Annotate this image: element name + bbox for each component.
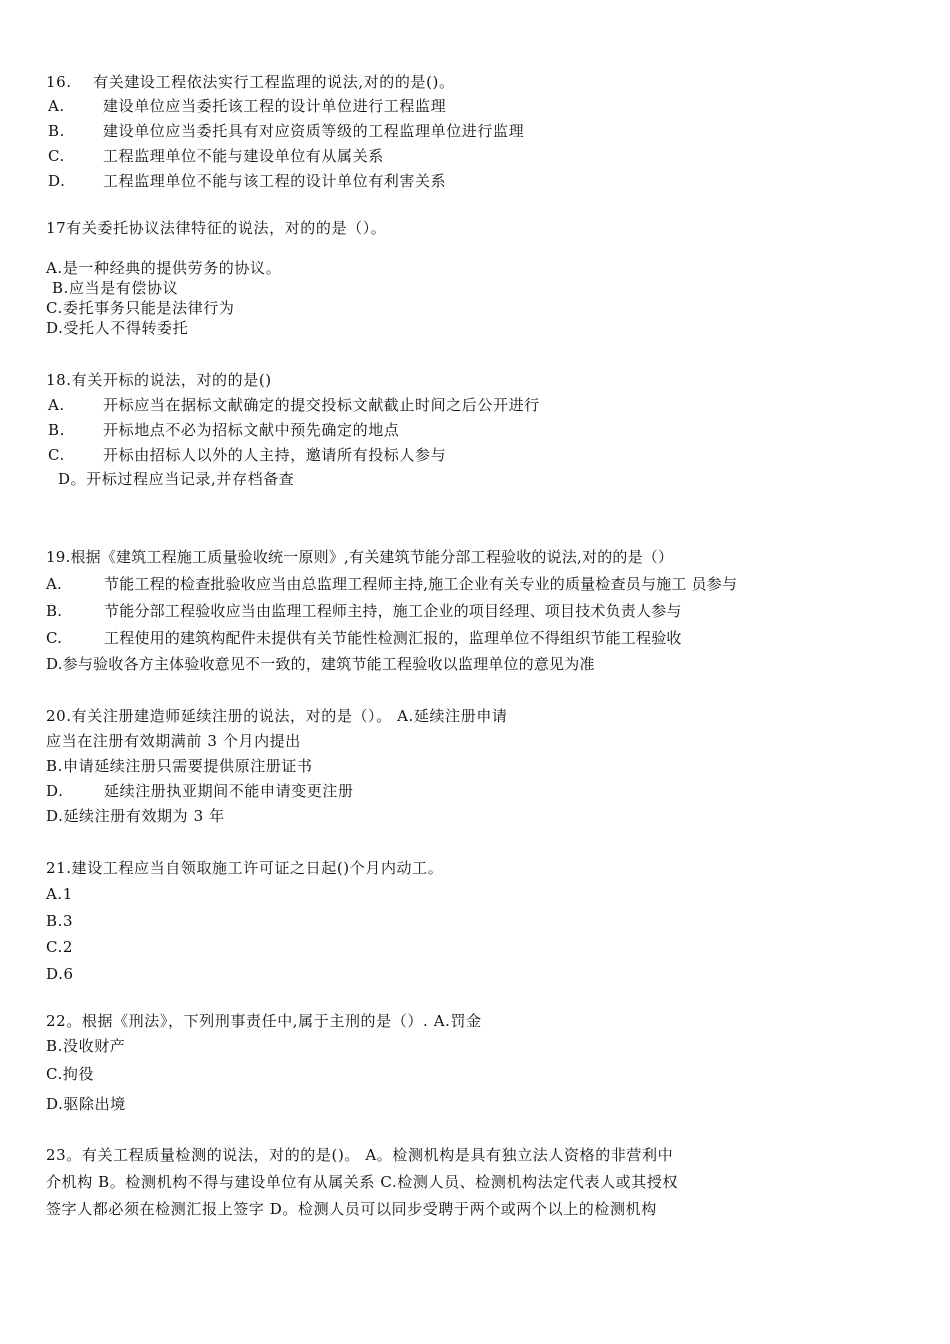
question-16-stem: 16. 有关建设工程依法实行工程监理的说法,对的的是()。 <box>46 73 455 91</box>
option-label: B. <box>48 122 65 140</box>
question-16-option-c <box>48 146 384 166</box>
option-text: 建设单位应当委托具有对应资质等级的工程监理单位进行监理 <box>103 122 525 140</box>
question-19-option-c <box>46 628 682 648</box>
question-21-option-b: B.3 <box>46 912 74 930</box>
question-18-option-c <box>48 445 446 465</box>
option-text: 工程监理单位不能与建设单位有从属关系 <box>103 147 384 165</box>
question-17-option-c: C.委托事务只能是法律行为 <box>46 299 235 317</box>
question-16-option-d <box>48 171 446 191</box>
option-label: C. <box>48 446 65 464</box>
option-text: 开标由招标人以外的人主持，邀请所有投标人参与 <box>103 446 447 464</box>
option-text: 建设单位应当委托该工程的设计单位进行工程监理 <box>103 97 447 115</box>
question-17-option-d: D.受托人不得转委托 <box>46 319 189 337</box>
question-22-stem: 22。根据《刑法》，下列刑事责任中,属于主刑的是（）. A.罚金 <box>46 1012 482 1030</box>
option-label: A. <box>48 396 65 414</box>
option-label: D. <box>46 782 64 800</box>
question-22-option-b: B.没收财产 <box>46 1037 126 1055</box>
question-23-line-3: 签字人都必须在检测汇报上签字 D。检测人员可以同步受聘于两个或两个以上的检测机构 <box>46 1200 657 1218</box>
question-21-option-d: D.6 <box>46 965 74 983</box>
question-20-option-d-first <box>46 781 354 801</box>
question-20-option-d: D.延续注册有效期为 3 年 <box>46 807 225 825</box>
question-20-stem-continued: 应当在注册有效期满前 3 个月内提出 <box>46 732 301 750</box>
question-22-option-d: D.驱除出境 <box>46 1095 126 1113</box>
question-17-option-b: B.应当是有偿协议 <box>52 279 179 297</box>
option-label: B. <box>46 602 63 620</box>
option-text: 开标地点不必为招标文献中预先确定的地点 <box>103 421 400 439</box>
question-18-option-b <box>48 420 399 440</box>
question-19-stem: 19.根据《建筑工程施工质量验收统一原则》,有关建筑节能分部工程验收的说法,对的的是（） <box>46 548 674 566</box>
option-label: A. <box>48 97 65 115</box>
question-19-option-d: D.参与验收各方主体验收意见不一致的，建筑节能工程验收以监理单位的意见为准 <box>46 655 595 673</box>
question-18-stem: 18.有关开标的说法，对的的是() <box>46 371 272 389</box>
option-text: 节能工程的检查批验收应当由总监理工程师主持,施工企业有关专业的质量检查员与施工 员参与 <box>104 575 738 593</box>
question-17-stem: 17有关委托协议法律特征的说法，对的的是（）。 <box>46 219 387 237</box>
question-18-option-d: D。开标过程应当记录,并存档备查 <box>58 470 295 488</box>
option-text: 开标应当在据标文献确定的提交投标文献截止时间之后公开进行 <box>103 396 540 414</box>
question-18-option-a <box>48 395 540 415</box>
question-23-line-2: 介机构 B。检测机构不得与建设单位有从属关系 C.检测人员、检测机构法定代表人或其授权 <box>46 1173 679 1191</box>
option-label: B. <box>48 421 65 439</box>
option-text: 延续注册执亚期间不能申请变更注册 <box>104 782 354 800</box>
question-16-option-b <box>48 121 524 141</box>
question-20-option-b: B.申请延续注册只需要提供原注册证书 <box>46 757 313 775</box>
question-21-option-a: A.1 <box>46 885 73 903</box>
option-label: C. <box>48 147 65 165</box>
question-21-stem: 21.建设工程应当自领取施工许可证之日起()个月内动工。 <box>46 859 444 877</box>
question-19-option-b <box>46 601 682 621</box>
question-17-option-a: A.是一种经典的提供劳务的协议。 <box>46 259 282 277</box>
option-label: A. <box>46 575 63 593</box>
question-22-option-c: C.拘役 <box>46 1065 95 1083</box>
question-19-option-a <box>46 574 737 594</box>
option-label: D. <box>48 172 66 190</box>
option-text: 工程使用的建筑构配件未提供有关节能性检测汇报的，监理单位不得组织节能工程验收 <box>104 629 682 647</box>
option-text: 节能分部工程验收应当由监理工程师主持，施工企业的项目经理、项目技术负责人参与 <box>104 602 682 620</box>
option-text: 工程监理单位不能与该工程的设计单位有利害关系 <box>103 172 447 190</box>
question-16-option-a <box>48 96 446 116</box>
option-label: C. <box>46 629 63 647</box>
question-20-stem: 20.有关注册建造师延续注册的说法，对的是（）。 A.延续注册申请 <box>46 707 508 725</box>
question-23-line-1: 23。有关工程质量检测的说法，对的的是()。 A。检测机构是具有独立法人资格的非营利中 <box>46 1146 674 1164</box>
question-21-option-c: C.2 <box>46 938 74 956</box>
